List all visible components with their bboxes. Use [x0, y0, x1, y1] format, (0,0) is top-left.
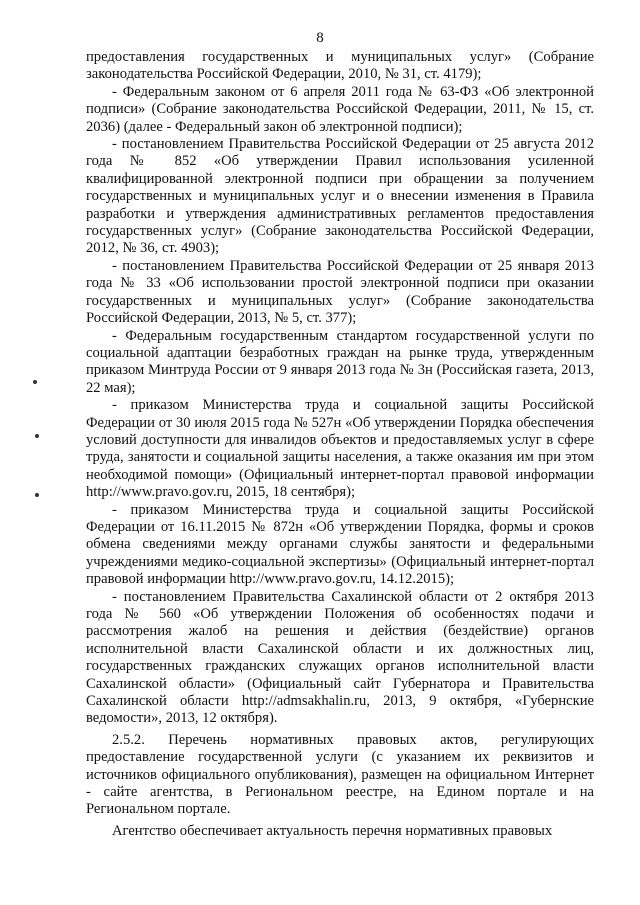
scan-mark	[33, 380, 37, 384]
paragraph: - приказом Министерства труда и социальной защиты Российской Федерации от 16.11.2015 № 872н «Об утверждении Порядка, формы и сроков обмена сведениями между органами службы занятости и федеральными учреждениями медико-социальной экспертизы» (Официальный интернет-портал правовой информации http://www.pravo.gov.ru, 14.12.2015);	[86, 501, 594, 588]
scan-mark	[35, 493, 39, 497]
paragraph: - постановлением Правительства Сахалинской области от 2 октября 2013 года № 560 «Об утверждении Положения об особенностях подачи и рассмотрения жалоб на решения и действия (бездействие) органов исполнительной власти Сахалинской области и их должностных лиц, государственных гражданских служащих органов исполнительной власти Сахалинской области» (Официальный сайт Губернатора и Правительства Сахалинской области http://admsakhalin.ru, 2013, 9 октября, «Губернские ведомости», 2013, 12 октября).	[86, 588, 594, 727]
paragraph: - приказом Министерства труда и социальной защиты Российской Федерации от 30 июля 2015 года № 527н «Об утверждении Порядка обеспечения условий доступности для инвалидов объектов и предоставляемых услуг в сфере труда, занятости и социальной защиты населения, а также оказания им при этом необходимой помощи» (Официальный интернет-портал правовой информации http://www.pravo.gov.ru, 2015, 18 сентября);	[86, 397, 594, 501]
paragraph: - постановлением Правительства Российской Федерации от 25 августа 2012 года № 852 «Об утверждении Правил использования усиленной квалифицированной электронной подписи при обращении за получением государственных и муниципальных услуг и о внесении изменения в Правила разработки и утверждения административных регламентов предоставления государственных услуг» (Собрание законодательства Российской Федерации, 2012, № 36, ст. 4903);	[86, 136, 594, 257]
paragraph: 2.5.2. Перечень нормативных правовых актов, регулирующих предоставление государственной услуги (с указанием их реквизитов и источников официального опубликования), размещен на официальном Интернет - сайте агентства, в Региональном реестре, на Едином портале и на Региональном портале.	[86, 731, 594, 818]
paragraph: предоставления государственных и муниципальных услуг» (Собрание законодательства Российской Федерации, 2010, № 31, ст. 4179);	[86, 49, 594, 83]
paragraph: - постановлением Правительства Российской Федерации от 25 января 2013 года № 33 «Об использовании простой электронной подписи при оказании государственных и муниципальных услуг» (Собрание законодательства Российской Федерации, 2013, № 5, ст. 377);	[86, 257, 594, 327]
paragraph: - Федеральным государственным стандартом государственной услуги по социальной адаптации безработных граждан на рынке труда, утвержденным приказом Минтруда России от 9 января 2013 года № 3н (Российская газета, 2013, 22 мая);	[86, 327, 594, 396]
paragraph: Агентство обеспечивает актуальность перечня нормативных правовых	[112, 822, 553, 839]
document-body	[86, 49, 594, 840]
page-number: 8	[316, 30, 324, 46]
scan-mark	[35, 434, 39, 438]
paragraph: - Федеральным законом от 6 апреля 2011 года № 63-ФЗ «Об электронной подписи» (Собрание законодательства Российской Федерации, 2011, № 15, ст. 2036) (далее - Федеральный закон об электронной подписи);	[86, 83, 594, 135]
